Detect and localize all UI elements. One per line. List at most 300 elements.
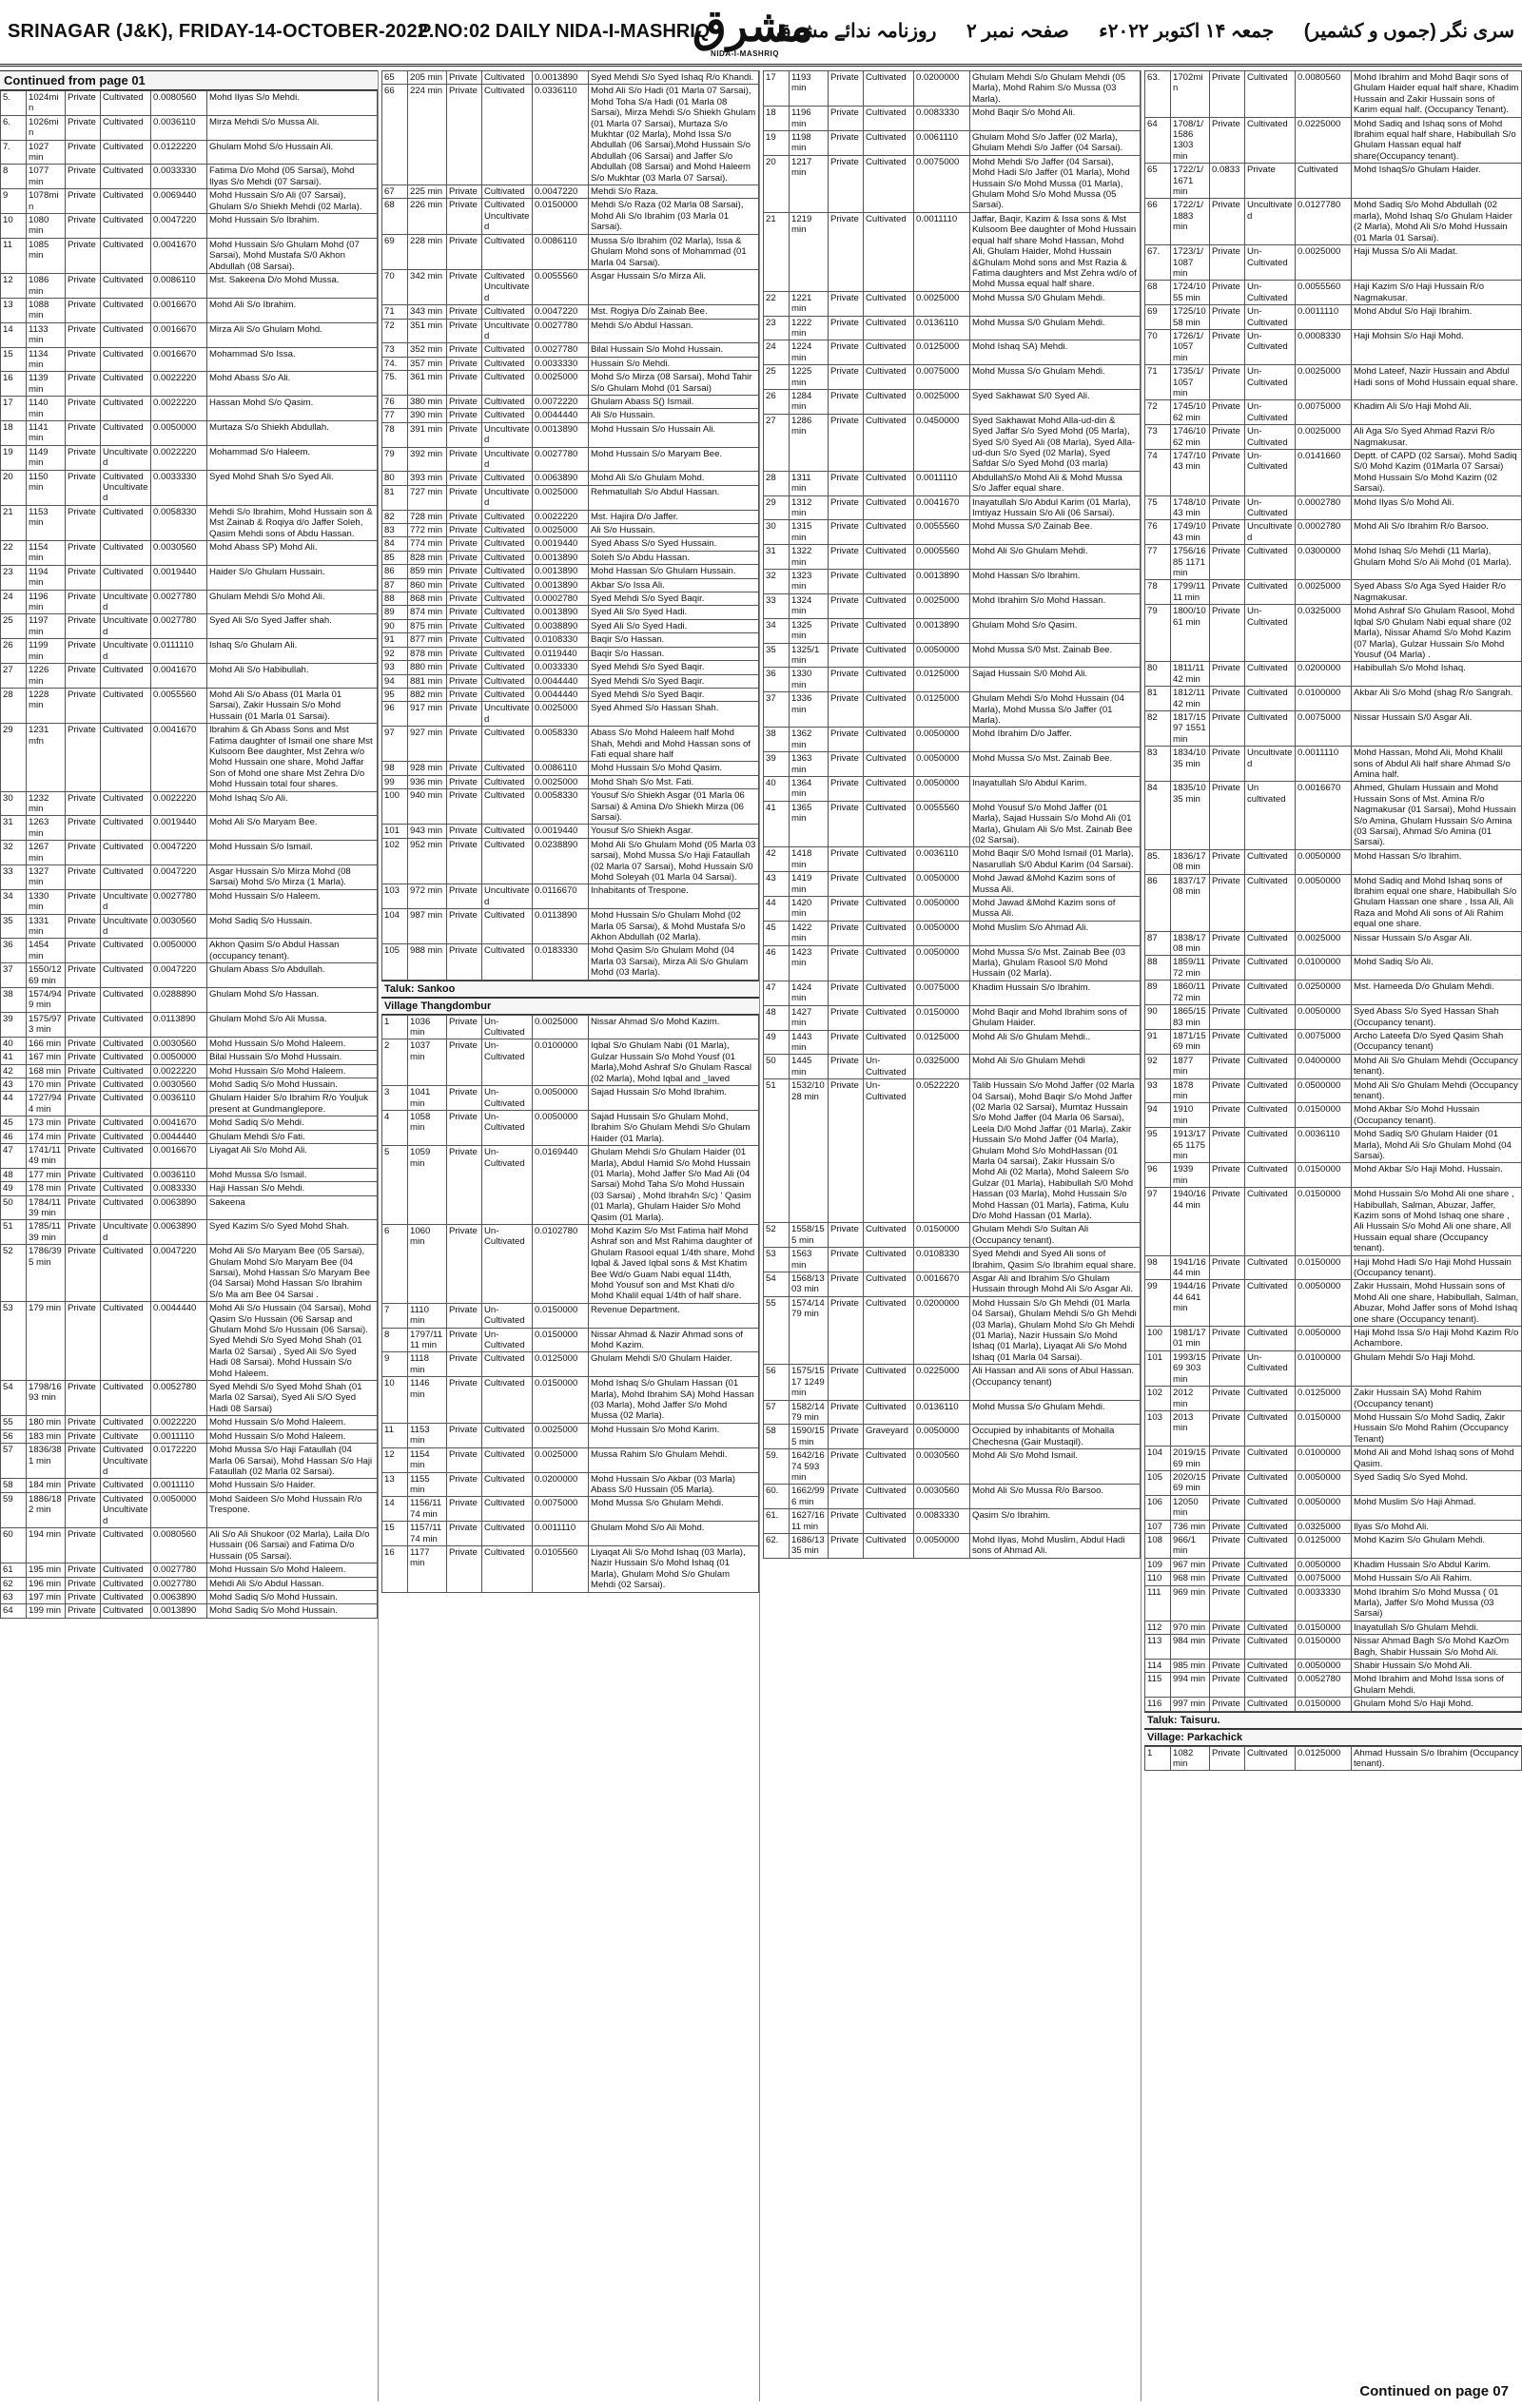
ownership-cell: Private — [66, 91, 101, 116]
area-cell: 0.0011110 — [151, 1429, 207, 1443]
area-cell: 0.0022220 — [533, 510, 589, 523]
land-type-cell: Cultivated — [101, 1416, 151, 1429]
land-type-cell: Un-Cultivated — [864, 1055, 914, 1079]
serial-cell: 107 — [1145, 1520, 1171, 1533]
ownership-cell: Private — [447, 305, 482, 319]
owner-cell: Ilyas S/o Mohd Ali. — [1352, 1520, 1522, 1533]
ownership-cell: Private — [1210, 117, 1245, 164]
area-cell: 0.0047220 — [151, 214, 207, 239]
land-type-cell: Cultivated — [101, 165, 151, 189]
table-row — [1, 1590, 378, 1603]
owner-cell: Liyaqat Ali S/o Mohd Ishaq (03 Marla), Nazir Hussain S/o Mohd Ishaq (01 Marla), Ghulam Mohd S/o Ghulam Mehdi (02 Sarsai). — [589, 1545, 759, 1592]
serial-cell: 102 — [1145, 1387, 1171, 1411]
continued-from-label: Continued from page 01 — [0, 70, 378, 90]
serial-cell: 61. — [764, 1509, 790, 1534]
khasra-cell: 1590/155 min — [790, 1425, 829, 1449]
land-type-cell: Cultivated — [482, 825, 533, 838]
land-type-cell: Cultivated — [1245, 1585, 1296, 1621]
ownership-cell: Private — [1210, 1387, 1245, 1411]
land-type-cell: Cultivated — [864, 495, 914, 520]
khasra-cell: 1267 min — [27, 841, 66, 865]
table-row — [1145, 365, 1522, 400]
area-cell: 0.0027780 — [533, 319, 589, 343]
area-cell: 0.0050000 — [1296, 849, 1352, 874]
ownership-cell: Private — [1210, 329, 1245, 364]
owner-cell: Sakeena — [207, 1195, 378, 1220]
land-type-cell: Cultivated — [864, 545, 914, 570]
khasra-cell: 380 min — [408, 395, 447, 408]
serial-cell: 98 — [1145, 1255, 1171, 1280]
area-cell: 0.0125000 — [914, 668, 970, 692]
khasra-cell: 1325 min — [790, 618, 829, 643]
land-type-cell: Cultivated — [101, 664, 151, 689]
serial-cell: 83 — [1145, 747, 1171, 782]
serial-cell: 26 — [1, 639, 27, 664]
owner-cell: Syed Sakhawat Mohd Alla-ud-din & Syed Jaffar S/o Syed Mohd (05 Marla), Syed S/0 Syed Ali (08 Marla), Syed Alla-ud-dun S/o Syed (02 Marla), Syed Safdar S/o Syed Mohd (03 marla) — [970, 414, 1141, 471]
ownership-cell: Private — [1210, 1078, 1245, 1103]
ownership-cell: Private — [1210, 1163, 1245, 1188]
area-cell: 0.0200000 — [914, 71, 970, 107]
area-cell: 0.0050000 — [151, 1051, 207, 1064]
table-row — [1145, 1635, 1522, 1660]
serial-cell: 103 — [1145, 1410, 1171, 1446]
owner-cell: Mohd Ibrahim and Mohd Issa sons of Ghulam Mehdi. — [1352, 1673, 1522, 1698]
owner-cell: Mohd Hussain S/o Ibrahim. — [207, 214, 378, 239]
owner-cell: Mohd Ali S/o Mussa R/o Barsoo. — [970, 1485, 1141, 1509]
serial-cell: 34 — [1, 889, 27, 914]
land-type-cell: Cultivated — [482, 234, 533, 269]
table-row — [1, 420, 378, 445]
serial-cell: 29 — [1, 724, 27, 791]
area-cell: 0.0025000 — [914, 593, 970, 618]
area-cell: 0.0050000 — [914, 872, 970, 897]
land-type-cell: Cultivated — [482, 1377, 533, 1424]
khasra-cell: 1575/1517 1249 min — [790, 1365, 829, 1400]
owner-cell: Ghulam Mehdi S/o Haji Mohd. — [1352, 1350, 1522, 1386]
table-row — [764, 643, 1141, 668]
khasra-cell: 1217 min — [790, 155, 829, 212]
ownership-cell: Private — [829, 618, 864, 643]
land-type-cell: Cultivated Uncultivated — [101, 1444, 151, 1479]
land-type-cell: Un-Cultivated — [1245, 450, 1296, 496]
serial-cell: 40 — [764, 776, 790, 801]
area-cell: 0.0013890 — [914, 618, 970, 643]
ownership-cell: Private — [447, 71, 482, 85]
table-row — [1, 963, 378, 988]
area-cell: 0.0055560 — [151, 688, 207, 723]
area-cell: 0.0141660 — [1296, 450, 1352, 496]
area-cell: 0.0025000 — [1296, 245, 1352, 281]
owner-cell: Mohd Sadiq S/0 Ghulam Haider (01 Marla), Mohd Ali S/o Ghulam Mohd (04 Sarsai). — [1352, 1128, 1522, 1163]
table-row — [1145, 1572, 1522, 1585]
owner-cell: Mst. Sakeena D/o Mohd Mussa. — [207, 274, 378, 299]
serial-cell: 53 — [764, 1248, 790, 1272]
table-row — [382, 578, 759, 592]
ownership-cell: Private — [66, 664, 101, 689]
serial-cell: 12 — [382, 1447, 408, 1472]
table-row — [1145, 1163, 1522, 1188]
khasra-cell: 1146 min — [408, 1377, 447, 1424]
table-row — [382, 422, 759, 447]
land-type-cell: Cultivated — [864, 212, 914, 291]
khasra-cell: 940 min — [408, 789, 447, 825]
owner-cell: Ghulam Haider S/o Ibrahim R/o Youljuk present at Gundmanglepore. — [207, 1092, 378, 1117]
owner-cell: Nissar Ahmad & Nazir Ahmad sons of Mohd Kazim. — [589, 1328, 759, 1352]
ownership-cell: Private — [1210, 1029, 1245, 1054]
khasra-cell: 997 min — [1171, 1698, 1210, 1711]
serial-cell: 58 — [1, 1479, 27, 1492]
ownership-cell: Private — [1210, 1621, 1245, 1634]
ownership-cell: Private — [447, 1352, 482, 1377]
table-row — [1, 274, 378, 299]
land-type-cell: Uncultivated — [482, 884, 533, 909]
khasra-cell: 1723/1/1087 min — [1171, 245, 1210, 281]
serial-cell: 72 — [382, 319, 408, 343]
serial-cell: 114 — [1145, 1660, 1171, 1673]
land-type-cell: Un-Cultivated — [482, 1224, 533, 1303]
land-type-cell: Cultivated — [482, 305, 533, 319]
owner-cell: Liyagat Ali S/o Mohd Ali. — [207, 1143, 378, 1168]
area-cell: 0.0075000 — [914, 981, 970, 1005]
owner-cell: Mohd Ali S/o Ghulam Mehdi (Occupancy tenant). — [1352, 1054, 1522, 1078]
land-type-cell: Cultivated — [482, 633, 533, 647]
ownership-cell: Private — [66, 1577, 101, 1590]
land-type-cell: Cultivated — [1245, 1255, 1296, 1280]
ownership-cell: Private — [1210, 981, 1245, 1005]
owner-cell: Mohd IshaqS/o Ghulam Haider. — [1352, 164, 1522, 199]
land-type-cell: Cultivated — [864, 776, 914, 801]
owner-cell: Zakir Hussain, Mohd Hussain sons of Mohd Ali one share, Habibullah, Salman, Abuzar, Mohd Jaffer sons of Mohd Ishaq one share (Occupancy tenant). — [1352, 1280, 1522, 1327]
owner-cell: Haji Mohd Hadi S/o Haji Mohd Hussain (Occupancy tenant). — [1352, 1255, 1522, 1280]
area-cell: 0.0013890 — [533, 71, 589, 85]
land-type-cell: Cultivated — [101, 397, 151, 421]
area-cell: 0.0063890 — [151, 1220, 207, 1245]
khasra-cell: 1860/1172 min — [1171, 981, 1210, 1005]
owner-cell: Mohd Ishaq S/o Ghulam Hassan (01 Marla), Mohd Ibrahim SA) Mohd Hassan (03 Marla), Mohd Jaffer S/o Mohd Mussa (02 Marla). — [589, 1377, 759, 1424]
table-row — [1145, 117, 1522, 164]
khasra-cell: 1226 min — [27, 664, 66, 689]
land-type-cell: Cultivated — [1245, 1470, 1296, 1495]
land-type-cell: Uncultivated — [101, 639, 151, 664]
serial-cell: 76 — [1145, 520, 1171, 545]
ownership-cell: Private — [829, 1449, 864, 1485]
ownership-cell: Private — [66, 274, 101, 299]
khasra-cell: 167 min — [27, 1051, 66, 1064]
masthead — [0, 0, 1522, 67]
khasra-cell: 1642/1674 593 min — [790, 1449, 829, 1485]
khasra-cell: 1331 min — [27, 914, 66, 939]
ownership-cell: Private — [1210, 1255, 1245, 1280]
land-type-cell: Un-Cultivated — [482, 1015, 533, 1039]
khasra-cell: 174 min — [27, 1130, 66, 1143]
khasra-cell: 1582/1479 min — [790, 1400, 829, 1425]
serial-cell: 5. — [1, 91, 27, 116]
khasra-cell: 1225 min — [790, 365, 829, 390]
serial-cell: 116 — [1145, 1698, 1171, 1711]
table-row — [764, 471, 1141, 495]
owner-cell: Inhabitants of Trespone. — [589, 884, 759, 909]
ownership-cell: Private — [447, 1522, 482, 1546]
owner-cell: Mohd Sadiq S/o Mehdi. — [207, 1117, 378, 1130]
area-cell: 0.0011110 — [914, 212, 970, 291]
table-row — [1145, 1255, 1522, 1280]
ownership-cell: Private — [66, 298, 101, 322]
owner-cell: Mohd Hussain S/o Haider. — [207, 1479, 378, 1492]
area-cell: 0.0136110 — [914, 316, 970, 340]
serial-cell: 79 — [1145, 605, 1171, 662]
table-row — [382, 674, 759, 688]
land-type-cell: Cultivated — [101, 1168, 151, 1181]
serial-cell: 58 — [764, 1425, 790, 1449]
serial-cell: 111 — [1145, 1585, 1171, 1621]
land-type-cell: Cultivated — [864, 71, 914, 107]
table-row — [764, 1533, 1141, 1558]
land-type-cell: Cultivated — [482, 727, 533, 762]
land-type-cell: Un-Cultivated — [1245, 281, 1296, 305]
khasra-cell: 1037 min — [408, 1039, 447, 1086]
owner-cell: Ibrahim & Gh Abass Sons and Mst Fatima daughter of Ismail one share Mst Kulsoom Bee daughter, Mst Zehra w/o Mohd Hussain one share, Mohd Jaffar Son of Mohd one share Mst Zehra D/o Mohd Hussain total four shares. — [207, 724, 378, 791]
khasra-cell: 1722/1/1883 min — [1171, 199, 1210, 245]
khasra-cell: 1422 min — [790, 921, 829, 945]
owner-cell: Mohd Hassan S/o Ibrahim. — [1352, 849, 1522, 874]
serial-cell: 71 — [1145, 365, 1171, 400]
table-row — [764, 1485, 1141, 1509]
owner-cell: Khadim Ali S/o Haji Mohd Ali. — [1352, 400, 1522, 425]
owner-cell: Mohd Hassan S/o Ghulam Hussain. — [589, 565, 759, 578]
area-cell: 0.0325000 — [914, 1055, 970, 1079]
owner-cell: Syed Mehdi S/o Syed Mohd Shah (01 Marla 02 Sarsai), Syed Ali S/O Syed Hadi 08 Sarsai) — [207, 1381, 378, 1416]
land-type-cell: Cultivated — [1245, 1387, 1296, 1411]
area-cell: 0.0050000 — [1296, 1660, 1352, 1673]
khasra-cell: 952 min — [408, 838, 447, 884]
land-type-cell: Uncultivated — [101, 889, 151, 914]
owner-cell: Syed Mehdi S/o Syed Baqir. — [589, 592, 759, 606]
area-cell: 0.0050000 — [533, 1110, 589, 1145]
land-type-cell: Cultivated — [482, 85, 533, 185]
area-cell: 0.0050000 — [533, 1086, 589, 1111]
serial-cell: 46 — [1, 1130, 27, 1143]
land-type-cell: Un-Cultivated — [1245, 245, 1296, 281]
area-cell: 0.0050000 — [151, 939, 207, 963]
khasra-cell: 2013 min — [1171, 1410, 1210, 1446]
khasra-cell: 1725/1058 min — [1171, 305, 1210, 330]
owner-cell: Mohd Hussain S/o Mohd Haleem. — [207, 1037, 378, 1050]
serial-cell: 43 — [1, 1078, 27, 1091]
ownership-cell: Private — [66, 1429, 101, 1443]
table-row — [1, 115, 378, 140]
area-cell: 0.0325000 — [1296, 1520, 1352, 1533]
owner-cell: Ahmad Hussain S/o Ibrahim (Occupancy tenant). — [1352, 1746, 1522, 1771]
ownership-cell: Private — [447, 661, 482, 674]
khasra-cell: 1362 min — [790, 728, 829, 752]
area-cell: 0.0169440 — [533, 1146, 589, 1225]
owner-cell: Mohd Mussa S/0 Ghulam Mehdi. — [970, 316, 1141, 340]
table-row — [1145, 245, 1522, 281]
area-cell: 0.0027780 — [151, 889, 207, 914]
owner-cell: Haji Mohd Issa S/o Haji Mohd Kazim R/o Achambore. — [1352, 1327, 1522, 1351]
serial-cell: 104 — [382, 909, 408, 944]
table-row — [764, 316, 1141, 340]
land-type-cell: Cultivated — [864, 728, 914, 752]
table-row — [382, 775, 759, 788]
owner-cell: Sajad Hussain S/o Ghulam Mohd, Ibrahim S/o Ghulam Mehdi S/o Ghulam Haider (01 Marla). — [589, 1110, 759, 1145]
owner-cell: Mohd Mussa S/o Ghulam Mehdi. — [970, 1400, 1141, 1425]
land-type-cell: Cultivated — [101, 347, 151, 372]
table-row — [1, 841, 378, 865]
land-type-cell: Cultivated — [1245, 1621, 1296, 1634]
ownership-cell: Private — [66, 1527, 101, 1563]
table-row — [1145, 1660, 1522, 1673]
area-cell: 0.0075000 — [1296, 710, 1352, 746]
serial-cell: 67 — [382, 185, 408, 199]
serial-cell: 25 — [1, 614, 27, 639]
ownership-cell: Private — [447, 1015, 482, 1039]
khasra-cell: 1157/1174 min — [408, 1522, 447, 1546]
land-type-cell: Cultivated — [1245, 1572, 1296, 1585]
serial-cell: 89 — [1145, 981, 1171, 1005]
owner-cell: Mst. Hameeda D/o Ghulam Mehdi. — [1352, 981, 1522, 1005]
area-cell: 0.0013890 — [914, 570, 970, 594]
area-cell: 0.0030560 — [914, 1449, 970, 1485]
serial-cell: 100 — [1145, 1327, 1171, 1351]
owner-cell: Syed Mehdi S/o Syed Baqir. — [589, 688, 759, 701]
owner-cell: Mohd Sadiq and Mohd Ishaq sons of Ibrahim equal one share, Habibullah S/o Ghulam Hassan one share , Issa Ali, Ali Raza and Mohd Ali sons of Ali Rahim equal one share. — [1352, 874, 1522, 931]
ownership-cell: Private — [66, 165, 101, 189]
serial-cell: 86 — [1145, 874, 1171, 931]
serial-cell: 51 — [1, 1220, 27, 1245]
ownership-cell: Private — [447, 269, 482, 304]
table-row — [764, 801, 1141, 847]
ownership-cell: Private — [829, 897, 864, 922]
masthead-dateline: SRINAGAR (J&K), FRIDAY-14-OCTOBER-2022 — [8, 21, 429, 42]
serial-cell: 3 — [382, 1086, 408, 1111]
khasra-cell: 1232 min — [27, 791, 66, 816]
table-row — [1, 397, 378, 421]
owner-cell: Mohd Mussa S/o Ghulam Mehdi. — [970, 365, 1141, 390]
area-cell: 0.0055560 — [533, 269, 589, 304]
owner-cell: Abass S/o Mohd Haleem half Mohd Shah, Mehdi and Mohd Hassan sons of Fati equal share half — [589, 727, 759, 762]
land-record-table — [0, 90, 378, 1619]
owner-cell: Syed Abass S/o Syed Hussain. — [589, 537, 759, 551]
serial-cell: 27 — [764, 414, 790, 471]
land-type-cell: Cultivated — [1245, 1673, 1296, 1698]
land-type-cell: Cultivated — [101, 1479, 151, 1492]
khasra-cell: 1817/1597 1551 min — [1171, 710, 1210, 746]
serial-cell: 38 — [1, 988, 27, 1013]
area-cell: 0.0113890 — [533, 909, 589, 944]
serial-cell: 75. — [382, 371, 408, 396]
ownership-cell: Private — [447, 199, 482, 234]
table-row — [1, 140, 378, 165]
serial-cell: 12 — [1, 274, 27, 299]
table-row — [1, 470, 378, 505]
owner-cell: Haji Hassan S/o Mehdi. — [207, 1182, 378, 1195]
land-type-cell: Cultivated — [864, 847, 914, 872]
khasra-cell: 994 min — [1171, 1673, 1210, 1698]
area-cell: 0.0075000 — [914, 365, 970, 390]
table-row — [1, 565, 378, 590]
section-heading: Taluk: Taisuru. — [1144, 1712, 1522, 1729]
serial-cell: 26 — [764, 389, 790, 414]
land-type-cell: Cultivated — [101, 1064, 151, 1078]
owner-cell: Syed Sakhawat S/0 Syed Ali. — [970, 389, 1141, 414]
area-cell: 0.0150000 — [533, 199, 589, 234]
area-cell: 0.0125000 — [1296, 1387, 1352, 1411]
serial-cell: 88 — [1145, 956, 1171, 981]
owner-cell: Ghulam Mohd S/o Haji Mohd. — [1352, 1698, 1522, 1711]
khasra-cell: 1877 min — [1171, 1054, 1210, 1078]
serial-cell: 101 — [1145, 1350, 1171, 1386]
serial-cell: 8 — [1, 165, 27, 189]
ownership-cell: Private — [1210, 71, 1245, 118]
serial-cell: 11 — [382, 1423, 408, 1447]
ownership-cell: Private — [447, 1472, 482, 1497]
khasra-cell: 1574/949 min — [27, 988, 66, 1013]
land-type-cell: Cultivated — [1245, 580, 1296, 605]
land-type-cell: Cultivated — [864, 1030, 914, 1055]
land-type-cell: Cultivated — [482, 185, 533, 199]
area-cell: 0.0116670 — [533, 884, 589, 909]
owner-cell: Soleh S/o Abdu Hassan. — [589, 551, 759, 564]
table-row — [382, 269, 759, 304]
khasra-cell: 1153 min — [27, 505, 66, 540]
owner-cell: Ghulam Mohd S/o Hussain Ali. — [207, 140, 378, 165]
serial-cell: 90 — [382, 619, 408, 632]
serial-cell: 36 — [764, 668, 790, 692]
serial-cell: 39 — [764, 752, 790, 777]
area-cell: 0.0047220 — [151, 841, 207, 865]
owner-cell: Ahmed, Ghulam Hussain and Mohd Hussain Sons of Mst. Amina R/o Nagmakusar (01 Sarsai), Mohd Hussain S/o Amina, Ghulam Hussain S/o Amina (03 Sarsai), Ahmad S/o Amina (01 Sarsai). — [1352, 782, 1522, 849]
area-cell: 0.0027780 — [151, 614, 207, 639]
area-cell: 0.0027780 — [151, 1577, 207, 1590]
area-cell: 0.0002780 — [1296, 495, 1352, 520]
land-type-cell: Cultivated — [1245, 956, 1296, 981]
serial-cell: 54 — [764, 1272, 790, 1297]
land-type-cell: Cultivated — [864, 1005, 914, 1030]
ownership-cell: Private — [829, 1400, 864, 1425]
area-cell: 0.0022220 — [151, 445, 207, 470]
ownership-cell: Private — [829, 155, 864, 212]
table-row — [1145, 1495, 1522, 1520]
ownership-cell: Private — [447, 702, 482, 727]
area-cell: 0.0025000 — [1296, 931, 1352, 956]
land-type-cell: Uncultivated — [482, 485, 533, 510]
khasra-cell: 1838/1708 min — [1171, 931, 1210, 956]
khasra-cell: 1836/381 min — [27, 1444, 66, 1479]
land-type-cell: Un-Cultivated — [1245, 1350, 1296, 1386]
land-type-cell: Cultivated — [101, 963, 151, 988]
land-type-cell: Cultivated — [482, 472, 533, 485]
owner-cell: Haji Mohsin S/o Haji Mohd. — [1352, 329, 1522, 364]
area-cell: 0.0238890 — [533, 838, 589, 884]
table-row — [764, 752, 1141, 777]
area-cell: 0.0058330 — [151, 505, 207, 540]
land-type-cell: Uncultivated — [101, 590, 151, 614]
land-type-cell: Cultivated — [482, 537, 533, 551]
table-row — [1145, 1698, 1522, 1711]
area-cell: 0.0013890 — [533, 578, 589, 592]
owner-cell: Mohd Kazim S/o Ghulam Mehdi. — [1352, 1533, 1522, 1558]
serial-cell: 62. — [764, 1533, 790, 1558]
land-type-cell: Uncultivated — [482, 702, 533, 727]
table-row — [1, 1220, 378, 1245]
serial-cell: 87 — [1145, 931, 1171, 956]
serial-cell: 28 — [1, 688, 27, 723]
area-cell: 0.0033330 — [151, 470, 207, 505]
land-type-cell: Cultivated — [1245, 662, 1296, 687]
owner-cell: Mohd Muslim S/o Haji Ahmad. — [1352, 1495, 1522, 1520]
khasra-cell: 197 min — [27, 1590, 66, 1603]
